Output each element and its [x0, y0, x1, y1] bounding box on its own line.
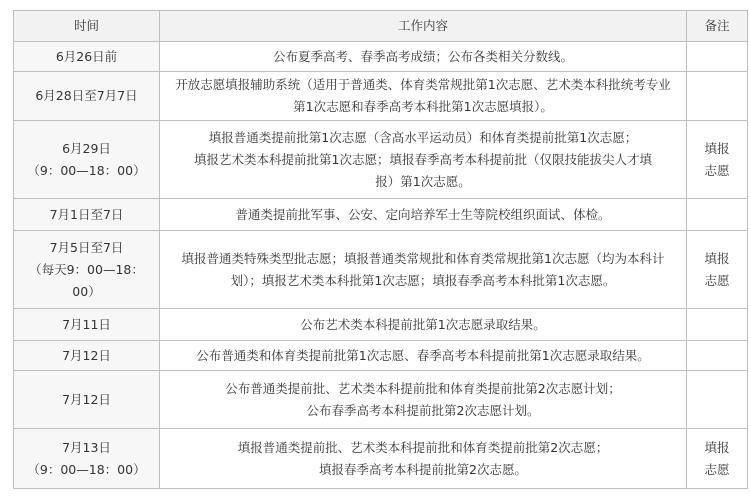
- work-line: 普通类提前批军事、公安、定向培养军士生等院校组织面试、体检。: [235, 206, 611, 222]
- note-cell: [687, 231, 748, 309]
- table-row: [14, 231, 748, 309]
- time-line: 7月5日至7日: [49, 239, 124, 255]
- work-cell: [160, 121, 687, 199]
- work-line: 公布艺术类本科提前批第1次志愿录取结果。: [300, 316, 546, 332]
- time-line: 7月12日: [62, 391, 111, 407]
- table-row: [14, 121, 748, 199]
- note-line: 志愿: [704, 272, 730, 288]
- note-cell: [687, 121, 748, 199]
- time-line: 00）: [72, 283, 101, 299]
- work-line: 填报普通类提前批、艺术类本科提前批和体育类提前批第2次志愿；: [237, 439, 609, 455]
- schedule-table: [13, 10, 748, 489]
- time-cell: [14, 42, 160, 72]
- table-row: [14, 371, 748, 429]
- time-line: 7月11日: [62, 316, 111, 332]
- time-cell: [14, 199, 160, 231]
- work-cell: [160, 429, 687, 489]
- note-cell: [687, 42, 748, 72]
- work-line: 填报普通类特殊类型批志愿；填报普通类常规批和体育类常规批第1次志愿（均为本科计: [181, 250, 665, 266]
- note-line: 志愿: [704, 461, 730, 477]
- time-cell: [14, 429, 160, 489]
- time-cell: [14, 121, 160, 199]
- time-line: 7月1日至7日: [49, 206, 124, 222]
- time-line: 6月29日: [62, 140, 111, 156]
- table-row: [14, 199, 748, 231]
- note-cell: [687, 429, 748, 489]
- time-cell: [14, 341, 160, 371]
- note-cell: [687, 341, 748, 371]
- time-line: 6月28日至7月7日: [35, 88, 138, 103]
- header-time: 时间: [14, 11, 160, 42]
- work-cell: [160, 371, 687, 429]
- note-line: 填报: [704, 439, 730, 455]
- work-cell: [160, 309, 687, 341]
- time-cell: [14, 309, 160, 341]
- header-note: 备注: [687, 11, 748, 42]
- work-line: 公布春季高考本科提前批第2次志愿计划。: [306, 402, 540, 418]
- work-cell: [160, 72, 687, 121]
- note-line: 填报: [704, 250, 730, 266]
- time-cell: [14, 231, 160, 309]
- work-line: 开放志愿填报辅助系统（适用于普通类、体育类常规批第1次志愿、艺术类本科批统考专业: [175, 77, 671, 92]
- work-line: 第1次志愿和春季高考本科批第1次志愿填报）。: [293, 99, 553, 114]
- note-cell: [687, 199, 748, 231]
- time-cell: [14, 72, 160, 121]
- time-line: 7月12日: [62, 347, 111, 363]
- note-cell: [687, 72, 748, 121]
- schedule-rows: [14, 42, 748, 489]
- time-line: （9：00—18：00）: [27, 162, 146, 178]
- time-cell: [14, 371, 160, 429]
- header-row: [14, 11, 748, 42]
- header-work: 工作内容: [160, 11, 687, 42]
- table-row: [14, 429, 748, 489]
- work-cell: [160, 199, 687, 231]
- work-line: 公布普通类提前批、艺术类本科提前批和体育类提前批第2次志愿计划；: [225, 380, 621, 396]
- work-cell: [160, 341, 687, 371]
- work-line: 填报春季高考本科提前批第2次志愿。: [319, 461, 527, 477]
- time-line: 6月26日前: [55, 48, 118, 64]
- table-row: [14, 341, 748, 371]
- table-row: [14, 309, 748, 341]
- work-line: 划）；填报艺术类本科批第1次志愿；填报春季高考本科批第1次志愿。: [230, 272, 616, 288]
- work-line: 填报艺术类本科提前批第1次志愿；填报春季高考本科提前批（仅限技能拔尖人才填: [194, 151, 652, 167]
- work-line: 公布普通类和体育类提前批第1次志愿、春季高考本科提前批第1次志愿录取结果。: [196, 347, 650, 363]
- work-line: 报）第1次志愿。: [375, 173, 471, 189]
- work-cell: [160, 231, 687, 309]
- time-line: （每天9：00—18：: [29, 261, 144, 277]
- table-row: [14, 72, 748, 121]
- time-line: 7月13日: [62, 439, 111, 455]
- note-cell: [687, 309, 748, 341]
- work-cell: [160, 42, 687, 72]
- work-line: 公布夏季高考、春季高考成绩；公布各类相关分数线。: [272, 48, 573, 64]
- time-line: （9：00—18：00）: [27, 461, 146, 477]
- note-line: 填报: [704, 140, 730, 156]
- work-line: 填报普通类提前批第1次志愿（含高水平运动员）和体育类提前批第1次志愿；: [208, 129, 638, 145]
- note-cell: [687, 371, 748, 429]
- note-line: 志愿: [704, 162, 730, 178]
- table-row: [14, 42, 748, 72]
